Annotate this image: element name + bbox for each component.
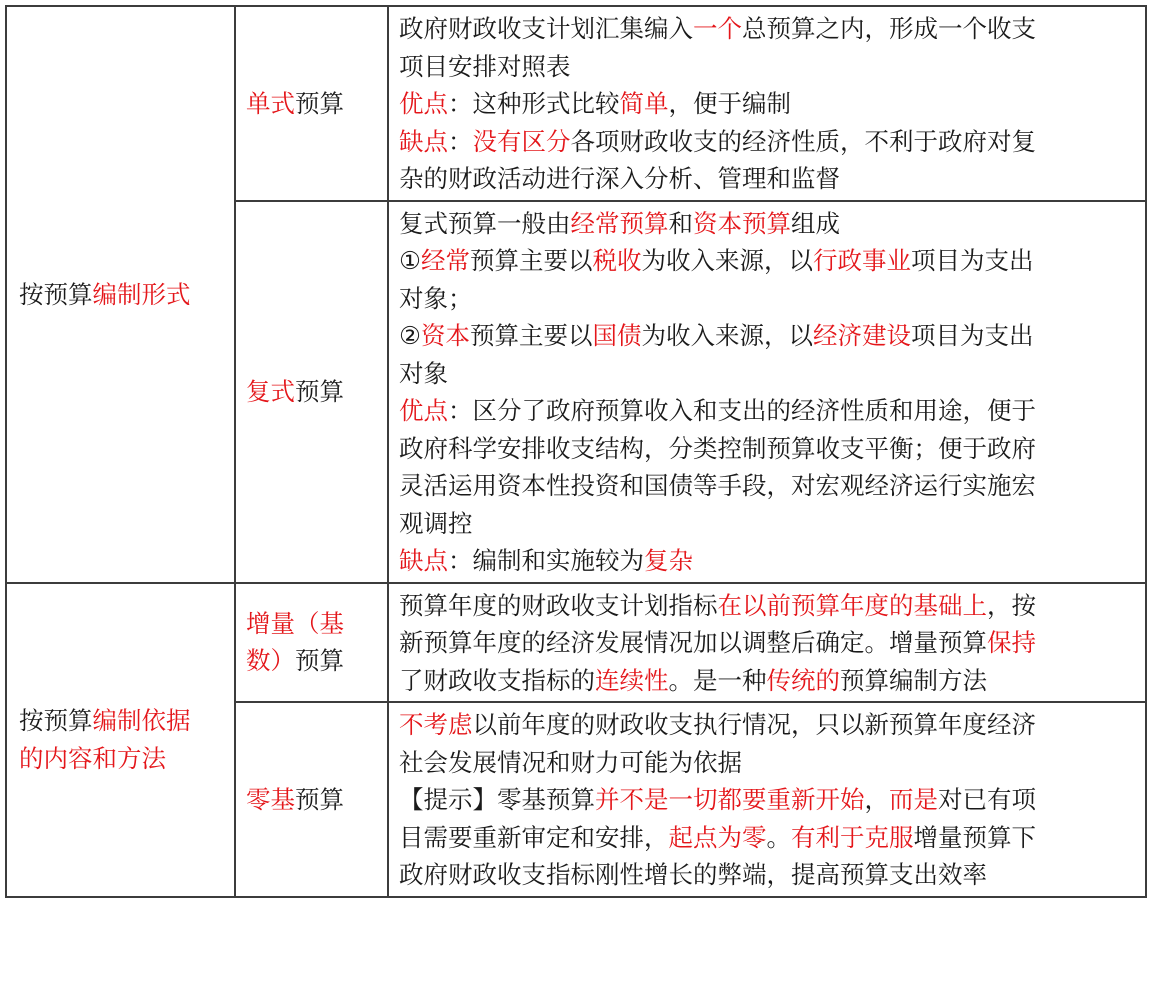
description-line [399,744,1135,782]
text-line [19,740,230,778]
body-text: 灵活运用资本性投资和国债等手段，对宏观经济运行实施宏 [399,471,1036,500]
body-text: 新预算年度的经济发展情况加以调整后确定。增量预算 [399,628,987,657]
body-text: 项目为支出 [910,321,1034,350]
description-line [399,662,1135,700]
highlighted-text: 行政事业 [812,246,911,275]
body-text: ，便于编制 [668,89,791,118]
body-text: 观调控 [399,508,473,538]
highlighted-text: 资本 [420,321,470,350]
description-cell [388,201,1146,583]
body-text: 复式预算一般由 [399,208,571,238]
body-text: 项目为支出 [910,246,1034,275]
body-text: 为收入来源，以 [641,321,813,350]
budget-type-cell [235,6,388,201]
highlighted-text: 经常预算 [570,208,669,238]
body-text: ：编制和实施较为 [448,546,644,575]
description-line [399,819,1135,857]
budget-type-cell [235,583,388,703]
category-cell [6,583,235,897]
highlighted-text: 简单 [619,89,669,118]
body-text: 增量预算下 [913,822,1036,852]
body-text: 预算编制方法 [840,665,987,695]
table-row [6,583,1146,703]
body-text: 杂的财政活动进行深入分析、管理和监督 [399,164,840,193]
description-line [399,505,1135,543]
body-text: ② [399,321,421,350]
highlighted-text: 编制形式 [92,279,191,309]
body-text: 政府财政收支指标刚性增长的弊端，提高预算支出效率 [399,860,987,889]
body-text: 组成 [791,208,840,238]
highlighted-text: 并不是一切都要重新开始 [595,785,865,814]
body-text: ，按 [987,590,1036,620]
table-row [6,6,1146,201]
body-text: 政府科学安排收支结构，分类控制预算收支平衡；便于政府 [399,433,1036,463]
body-text: 预算主要以 [469,246,593,275]
body-text: 按预算 [19,279,93,309]
body-text: 社会发展情况和财力可能为依据 [399,747,742,777]
highlighted-text: 复杂 [644,546,693,575]
highlighted-text: 优点 [399,396,448,425]
highlighted-text: 不考虑 [399,710,473,739]
text-line [19,702,230,740]
highlighted-text: 国债 [592,321,642,350]
description-line [399,242,1135,280]
description-line [399,10,1135,48]
body-text: 了财政收支指标的 [399,665,595,695]
body-text: 对象 [399,358,448,388]
description-line [399,160,1135,198]
highlighted-text: 零基 [246,784,295,814]
budget-type-cell [235,201,388,583]
description-line [399,280,1135,318]
description-line [399,706,1135,744]
highlighted-text: 税收 [592,246,642,275]
highlighted-text: 复式 [246,376,295,406]
highlighted-text: 的内容和方法 [19,743,166,773]
highlighted-text: 经济建设 [812,321,911,350]
description-line [399,781,1135,819]
body-text: 总预算之内，形成一个收支 [742,14,1036,43]
description-line [399,205,1135,243]
highlighted-text: 有利于克服 [791,822,914,852]
description-line [399,624,1135,662]
highlighted-text: 保持 [987,628,1036,657]
description-line [399,587,1135,625]
body-text: ：区分了政府预算收入和支出的经济性质和用途，便于 [448,396,1036,425]
highlighted-text: 增量（基 [246,608,344,638]
highlighted-text: 经常 [420,246,470,275]
category-cell [6,6,235,583]
body-text: ① [399,246,421,275]
body-text: 对象； [399,283,473,313]
body-text: 对已有项 [938,785,1036,814]
description-line [399,467,1135,505]
description-line [399,317,1135,355]
body-text: 以前年度的财政收支执行情况，只以新预算年度经济 [472,710,1036,739]
body-text: 按预算 [19,706,93,735]
highlighted-text: 资本预算 [693,208,791,238]
body-text: ： [448,126,473,156]
description-line [399,392,1135,430]
highlighted-text: 连续性 [595,665,669,695]
highlighted-text: 缺点 [399,546,448,575]
text-line [246,642,381,680]
highlighted-text: 传统的 [766,665,840,695]
budget-type-cell [235,702,388,897]
highlighted-text: 一个 [693,14,742,43]
highlighted-text: 在以前预算年度的基础上 [717,590,987,620]
body-text: ， [864,785,889,814]
text-line [246,781,381,819]
description-cell [388,6,1146,201]
body-text: 各项财政收支的经济性质，不利于政府对复 [570,126,1036,156]
text-line [246,85,381,123]
body-text: 预算 [295,88,344,118]
body-text: 。 [766,822,791,852]
highlighted-text: 而是 [889,785,938,814]
description-line [399,48,1135,86]
body-text: 预算 [295,376,344,406]
body-text: ：这种形式比较 [448,89,620,118]
highlighted-text: 优点 [399,89,448,118]
budget-classification-table [5,5,1147,898]
highlighted-text: 数） [246,646,295,676]
highlighted-text: 起点为零 [668,822,767,852]
body-text: 和 [668,208,693,238]
description-line [399,355,1135,393]
text-line [246,373,381,411]
description-line [399,856,1135,894]
text-line [246,605,381,643]
text-line [19,276,230,314]
body-text: 预算 [295,784,344,814]
body-text: 【提示】零基预算 [399,785,595,814]
highlighted-text: 编制依据 [92,706,191,735]
description-cell [388,702,1146,897]
body-text: 政府财政收支计划汇集编入 [399,14,693,43]
body-text: 项目安排对照表 [399,51,571,81]
highlighted-text: 缺点 [399,126,448,156]
body-text: 预算年度的财政收支计划指标 [399,590,718,620]
description-line [399,430,1135,468]
description-line [399,85,1135,123]
description-line [399,542,1135,580]
highlighted-text: 单式 [246,88,295,118]
description-cell [388,583,1146,703]
description-line [399,123,1135,161]
body-text: 。是一种 [668,665,767,695]
body-text: 预算主要以 [469,321,593,350]
highlighted-text: 没有区分 [472,126,571,156]
body-text: 为收入来源，以 [641,246,813,275]
body-text: 目需要重新审定和安排， [399,822,669,852]
body-text: 预算 [295,646,344,676]
